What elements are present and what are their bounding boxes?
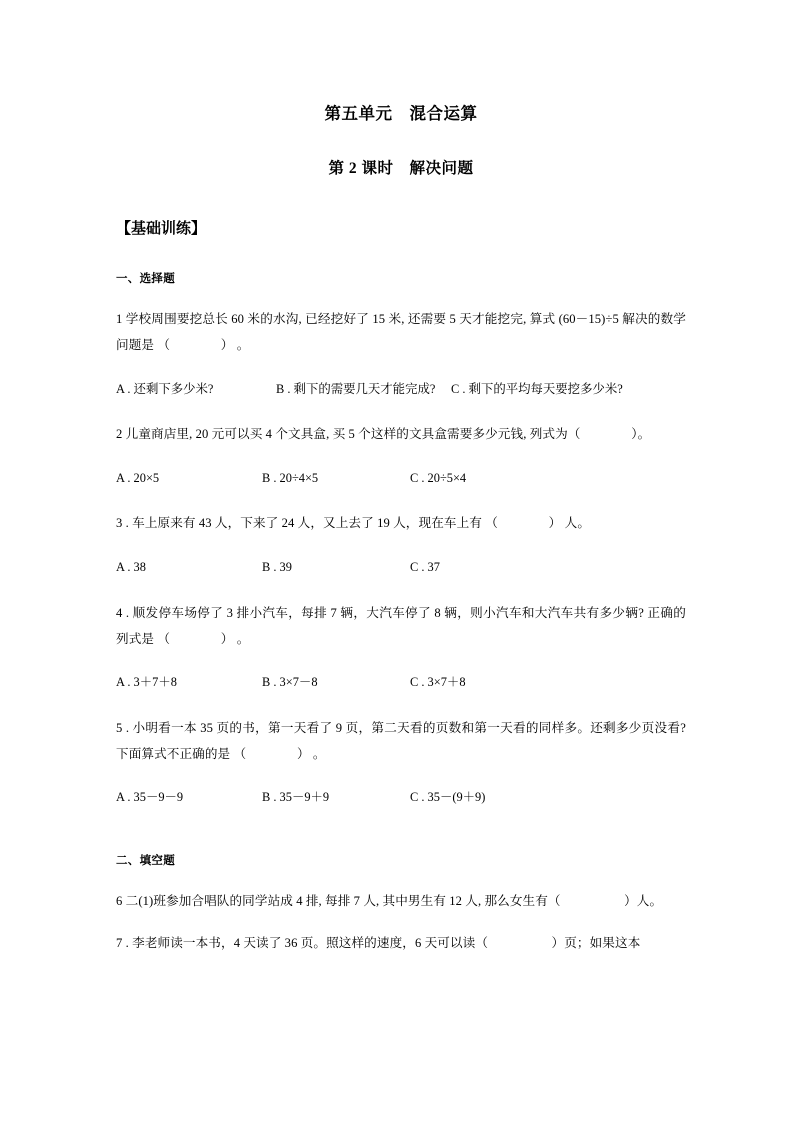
question-1-option-c[interactable]: C . 剩下的平均每天要挖多少米? <box>451 381 623 396</box>
question-2-text: 2 儿童商店里, 20 元可以买 4 个文具盒, 买 5 个这样的文具盒需要多少元钱, 列式为（ ）。 <box>116 427 651 442</box>
question-5-option-b[interactable]: B . 35－9＋9 <box>262 790 330 805</box>
question-5-option-a[interactable]: A . 35－9－9 <box>116 790 184 805</box>
question-3-option-c[interactable]: C . 37 <box>410 560 440 575</box>
question-3-text: 3 . 车上原来有 43 人，下来了 24 人，又上去了 19 人，现在车上有 （ ） 人。 <box>116 516 591 531</box>
question-1-options <box>116 359 686 402</box>
question-3-options <box>116 537 686 580</box>
question-3-option-b[interactable]: B . 39 <box>262 560 292 575</box>
page-content <box>116 0 686 957</box>
question-6-text: 6 二(1)班参加合唱队的同学站成 4 排, 每排 7 人, 其中男生有 12 人, 那么女生有（ ）人。 <box>116 893 663 908</box>
question-1-text: 1 学校周围要挖总长 60 米的水沟, 已经挖好了 15 米, 还需要 5 天才能挖完, 算式 (60－15)÷5 解决的数学问题是 （ ） 。 <box>116 312 686 352</box>
question-4-options <box>116 652 686 695</box>
section-heading-basic-training: 【基础训练】 <box>116 221 207 238</box>
question-3-option-a[interactable]: A . 38 <box>116 560 146 575</box>
question-5-options <box>116 767 686 810</box>
question-5-option-c[interactable]: C . 35－(9＋9) <box>410 790 486 805</box>
question-4-text: 4 . 顺发停车场停了 3 排小汽车，每排 7 辆，大汽车停了 8 辆，则小汽车和大汽车共有多少辆? 正确的列式是 （ ） 。 <box>116 605 686 646</box>
question-2-option-b[interactable]: B . 20÷4×5 <box>262 471 319 486</box>
question-1-option-b[interactable]: B . 剩下的需要几天才能完成? <box>276 381 436 396</box>
question-2-option-c[interactable]: C . 20÷5×4 <box>410 471 467 486</box>
question-5-text: 5 . 小明看一本 35 页的书，第一天看了 9 页，第二天看的页数和第一天看的同样多。还剩多少页没看? 下面算式不正确的是 （ ） 。 <box>116 720 686 761</box>
question-4-option-c[interactable]: C . 3×7＋8 <box>410 675 466 690</box>
question-4-option-a[interactable]: A . 3＋7＋8 <box>116 675 177 690</box>
question-2-option-a[interactable]: A . 20×5 <box>116 471 160 486</box>
question-2-options <box>116 448 686 491</box>
subsection-heading-multiple-choice: 一、选择题 <box>116 273 175 286</box>
question-1-option-a[interactable]: A . 还剩下多少米? <box>116 381 214 396</box>
page-title: 第五单元 混合运算 <box>324 104 478 123</box>
question-4-option-b[interactable]: B . 3×7－8 <box>262 675 318 690</box>
subsection-heading-fill-in-blank: 二、填空题 <box>116 854 175 867</box>
question-7-text: 7 . 李老师读一本书，4 天读了 36 页。照这样的速度，6 天可以读（ ）页；如果这本 <box>116 936 641 951</box>
lesson-subtitle: 第 2 课时 解决问题 <box>328 159 474 177</box>
